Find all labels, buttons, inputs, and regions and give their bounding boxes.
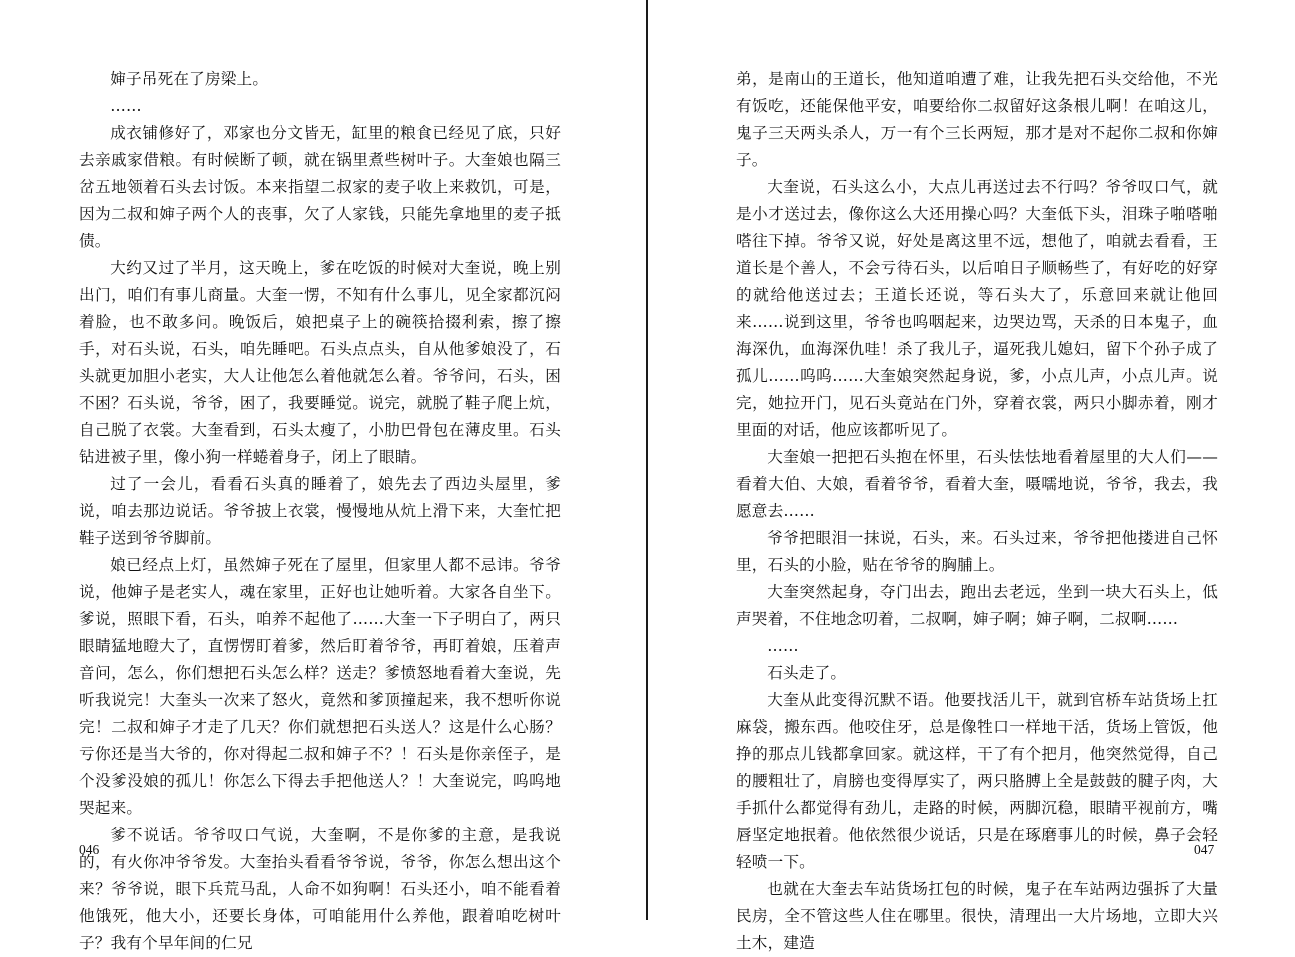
paragraph: 成衣铺修好了，邓家也分文皆无，缸里的粮食已经见了底，只好去亲戚家借粮。有时候断了顿，就在锅里煮些树叶子。大奎娘也隔三岔五地领着石头去讨饭。本来指望二叔家的麦子收上来救饥，可是，因为二叔和婶子两个人的丧事，欠了人家钱，只能先拿地里的麦子抵债。 xyxy=(79,124,561,250)
paragraph-continuation: 弟，是南山的王道长，他知道咱遭了难，让我先把石头交给他，不光有饭吃，还能保他平安，咱要给你二叔留好这条根儿啊！在咱这儿，鬼子三天两头杀人，万一有个三长两短，那才是对不起你二叔和你婶子。 xyxy=(736,70,1218,169)
left-page-text xyxy=(79,66,561,957)
paragraph: 大奎娘一把把石头抱在怀里，石头怯怯地看着屋里的大人们——看着大伯、大娘，看着爷爷，看着大奎，嗫嚅地说，爷爷，我去，我愿意去…… xyxy=(736,448,1218,520)
paragraph: …… xyxy=(110,97,142,115)
paragraph: 爷爷把眼泪一抹说，石头，来。石头过来，爷爷把他搂进自己怀里，石头的小脸，贴在爷爷的胸脯上。 xyxy=(736,529,1218,574)
paragraph: 大奎说，石头这么小，大点儿再送过去不行吗？爷爷叹口气，就是小才送过去，像你这么大还用操心吗？大奎低下头，泪珠子啪嗒啪嗒往下掉。爷爷又说，好处是离这里不远，想他了，咱就去看看，王道长是个善人，不会亏待石头，以后咱日子顺畅些了，有好吃的好穿的就给他送过去；王道长还说，等石头大了，乐意回来就让他回来……说到这里，爷爷也呜咽起来，边哭边骂，天杀的日本鬼子，血海深仇，血海深仇哇！杀了我儿子，逼死我儿媳妇，留下个孙子成了孤儿……呜呜……大奎娘突然起身说，爹，小点儿声，小点儿声。说完，她拉开门，见石头竟站在门外，穿着衣裳，两只小脚赤着，刚才里面的对话，他应该都听见了。 xyxy=(736,178,1218,439)
paragraph: …… xyxy=(767,637,799,655)
paragraph: 也就在大奎去车站货场扛包的时候，鬼子在车站两边强拆了大量民房，全不管这些人住在哪里。很快，清理出一大片场地，立即大兴土木，建造 xyxy=(736,880,1218,952)
right-page-text xyxy=(736,66,1218,957)
page-number: 046 xyxy=(79,842,100,857)
paragraph: 石头走了。 xyxy=(767,664,847,682)
page-divider xyxy=(646,0,648,920)
paragraph: 爹不说话。爷爷叹口气说，大奎啊，不是你爹的主意，是我说的，有火你冲爷爷发。大奎抬头看看爷爷说，爷爷，你怎么想出这个来？爷爷说，眼下兵荒马乱，人命不如狗啊！石头还小，咱不能看着他饿死，他大小，还要长身体，可咱能用什么养他，跟着咱吃树叶子？我有个早年间的仁兄 xyxy=(79,826,561,952)
right-page xyxy=(649,0,1295,952)
page-number: 047 xyxy=(1194,842,1215,857)
paragraph: 过了一会儿，看看石头真的睡着了，娘先去了西边头屋里，爹说，咱去那边说话。爷爷披上衣裳，慢慢地从炕上滑下来，大奎忙把鞋子送到爷爷脚前。 xyxy=(79,475,561,547)
paragraph: 婶子吊死在了房梁上。 xyxy=(110,70,269,88)
paragraph: 大约又过了半月，这天晚上，爹在吃饭的时候对大奎说，晚上别出门，咱们有事儿商量。大奎一愣，不知有什么事儿，见全家都沉闷着脸，也不敢多问。晚饭后，娘把桌子上的碗筷拾掇利索，擦了擦手，对石头说，石头，咱先睡吧。石头点点头，自从他爹娘没了，石头就更加胆小老实，大人让他怎么着他就怎么着。爷爷问，石头，困不困？石头说，爷爷，困了，我要睡觉。说完，就脱了鞋子爬上炕，自己脱了衣裳。大奎看到，石头太瘦了，小肋巴骨包在薄皮里。石头钻进被子里，像小狗一样蜷着身子，闭上了眼睛。 xyxy=(79,259,561,466)
paragraph: 大奎从此变得沉默不语。他要找活儿干，就到官桥车站货场上扛麻袋，搬东西。他咬住牙，总是像牲口一样地干活，货场上管饭，他挣的那点儿钱都拿回家。就这样，干了有个把月，他突然觉得，自己的腰粗壮了，肩膀也变得厚实了，两只胳膊上全是鼓鼓的腱子肉，大手抓什么都觉得有劲儿，走路的时候，两脚沉稳，眼睛平视前方，嘴唇坚定地抿着。他依然很少说话，只是在琢磨事儿的时候，鼻子会轻轻喷一下。 xyxy=(736,691,1218,871)
paragraph: 娘已经点上灯，虽然婶子死在了屋里，但家里人都不忌讳。爷爷说，他婶子是老实人，魂在家里，正好也让她听着。大家各自坐下。爹说，照眼下看，石头，咱养不起他了……大奎一下子明白了，两只眼睛猛地瞪大了，直愣愣盯着爹，然后盯着爷爷，再盯着娘，压着声音问，怎么，你们想把石头怎么样？送走？爹愤怒地看着大奎说，先听我说完！大奎头一次来了怒火，竟然和爹顶撞起来，我不想听你说完！二叔和婶子才走了几天？你们就想把石头送人？这是什么心肠？亏你还是当大爷的，你对得起二叔和婶子不？！石头是你亲侄子，是个没爹没娘的孤儿！你怎么下得去手把他送人？！大奎说完，呜呜地哭起来。 xyxy=(79,556,561,817)
paragraph: 大奎突然起身，夺门出去，跑出去老远，坐到一块大石头上，低声哭着，不住地念叨着，二叔啊，婶子啊；婶子啊，二叔啊…… xyxy=(736,583,1218,628)
left-page xyxy=(0,0,647,952)
